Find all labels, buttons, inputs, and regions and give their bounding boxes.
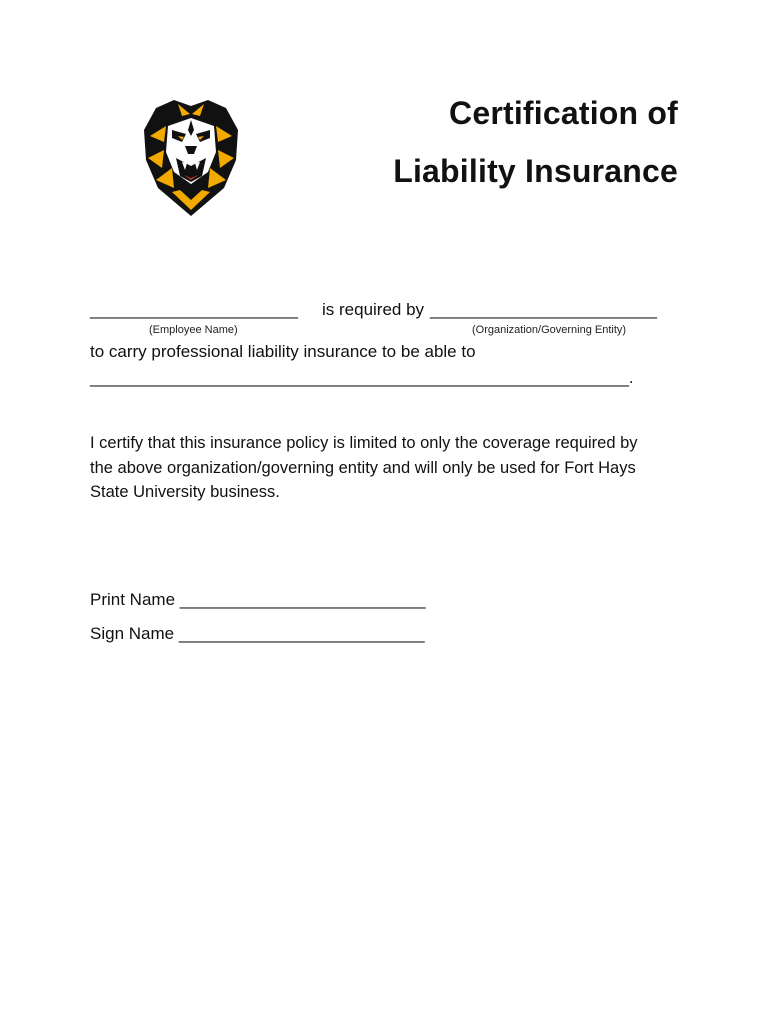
certification-line: the above organization/governing entity and will only be used for Fort Hays	[90, 458, 636, 477]
document-title-line1: Certification of	[449, 95, 678, 131]
required-by-text: is required by	[322, 300, 425, 319]
purpose-blank-line[interactable]: _________________________________________________________.	[90, 368, 634, 387]
document-title-line2: Liability Insurance	[393, 153, 678, 189]
print-name-field[interactable]: Print Name __________________________	[90, 590, 426, 609]
certification-paragraph	[90, 431, 690, 505]
tiger-head-logo	[138, 96, 244, 218]
organization-caption: (Organization/Governing Entity)	[472, 324, 627, 336]
employee-name-blank[interactable]: ______________________	[90, 300, 299, 319]
organization-blank[interactable]: ________________________	[430, 300, 657, 319]
certification-line: I certify that this insurance policy is limited to only the coverage required by	[90, 434, 638, 452]
certification-line: State University business.	[90, 483, 280, 501]
employee-name-caption: (Employee Name)	[149, 324, 238, 336]
tiger-head-icon	[138, 96, 244, 218]
statement-row2: to carry professional liability insurance to be able to	[90, 342, 476, 361]
sign-name-field[interactable]: Sign Name __________________________	[90, 624, 425, 643]
